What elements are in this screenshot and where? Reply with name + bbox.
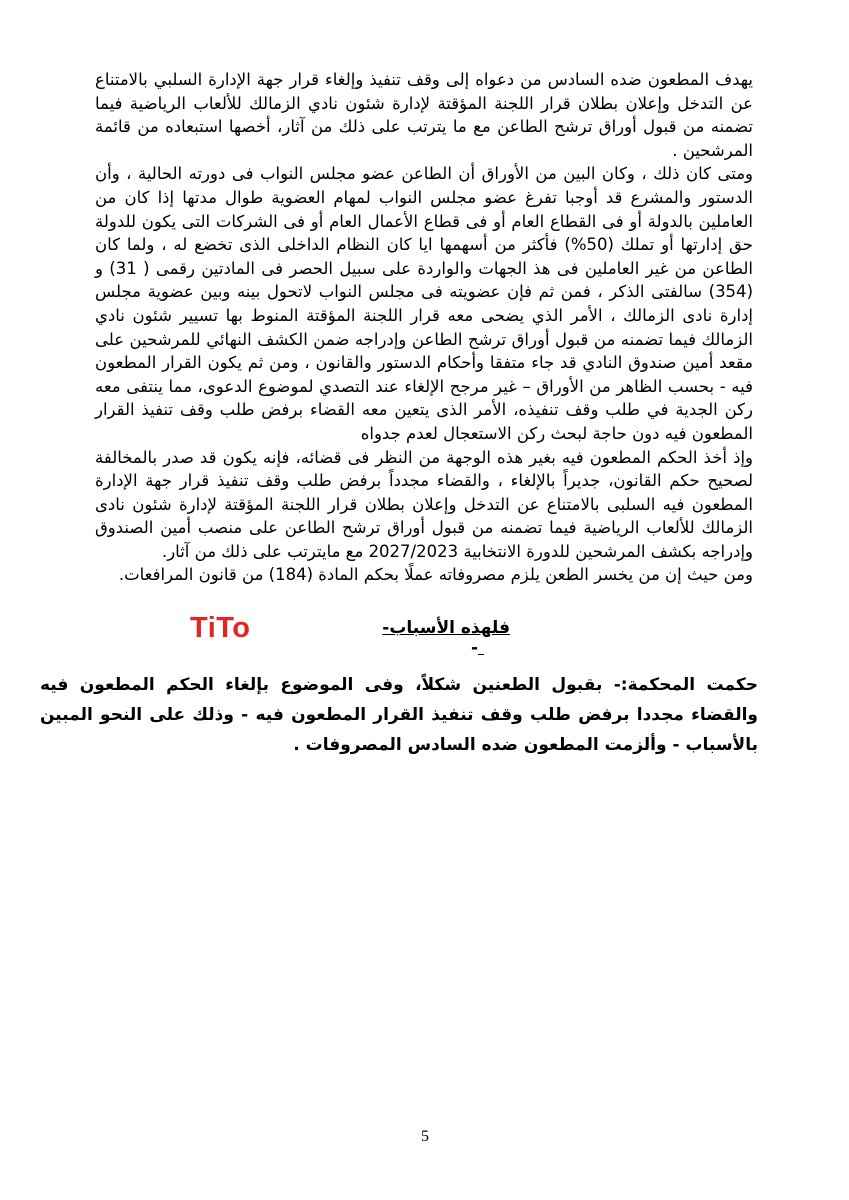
verdict-text: حكمت المحكمة:- بقبول الطعنين شكلاً، وفى الموضوع بإلغاء الحكم المطعون فيه والقضاء مجددا برفض طلب وقف تنفيذ القرار المطعون فيه - وذلك على النحو المبين بالأسباب - وألزمت المطعون ضده السادس المصروفات . (40, 675, 758, 755)
paragraph-reasoning: ومتى كان ذلك ، وكان البين من الأوراق أن الطاعن عضو مجلس النواب فى دورته الحالية ، وأن الدستور والمشرع قد أوجبا تفرغ عضو مجلس النواب لمهام العضوية طوال مدتها إذا كان من العاملين بالدولة أو فى القطاع العام أو فى قطاع الأعمال العام أو فى الشركات التى يكون للدولة حق إدارتها أو تملك (50%) فأكثر من أسهمها ايا كان النظام الداخلى الذى تخضع له ، ولما كان الطاعن من غير العاملين فى هذ الجهات والواردة على سبيل الحصر فى المادتين رقمى ( 31) و (354) سالفتى الذكر ، فمن ثم فإن عضويته فى مجلس النواب لاتحول بينه وبين عضوية مجلس إدارة نادى الزمالك ، الأمر الذي يضحى معه قرار اللجنة المؤقتة المنوط بها تسيير شئون نادي الزمالك فيما تضمنه من قبول أوراق ترشح الطاعن وإدراجه ضمن الكشف النهائي للمرشحين على مقعد أمين صندوق النادي قد جاء متفقا وأحكام الدستور والقانون ، ومن ثم يكون القرار المطعون فيه - بحسب الظاهر من الأوراق – غير مرجح الإلغاء عند التصدي لموضوع الدعوى، مما ينتفى معه ركن الجدية في طلب وقف تنفيذه، الأمر الذى يتعين معه القضاء برفض طلب وقف تنفيذ القرار المطعون فيه دون حاجة لبحث ركن الاستعجال لعدم جدواه (95, 164, 753, 443)
page-number: 5 (421, 1128, 429, 1145)
paragraph-judgment-review: وإذ أخذ الحكم المطعون فيه بغير هذه الوجهة من النظر فى قضائه، فإنه يكون قد صدر بالمخالفة لصحيح حكم القانون، جديراً بالإلغاء ، والقضاء مجدداً برفض طلب وقف تنفيذ قرار جهة الإدارة المطعون فيه السلبى بالامتناع عن التدخل وإعلان بطلان قرار اللجنة المؤقتة لإدارة شئون نادى الزمالك للألعاب الرياضية فيما تضمنه من قبول أوراق ترشح الطاعن على منصب أمين الصندوق وإدراجه بكشف المرشحين للدورة الانتخابية 2027/2023 مع مايترتب على ذلك من آثار. (95, 447, 753, 561)
paragraph-costs: ومن حيث إن من يخسر الطعن يلزم مصروفاته عملًا بحكم المادة (184) من قانون المرافعات. (118, 565, 753, 585)
paragraph-intro: يهدف المطعون ضده السادس من دعواه إلى وقف تنفيذ وإلغاء قرار جهة الإدارة السلبي بالامتناع عن التدخل وإعلان بطلان قرار اللجنة المؤقتة لإدارة شئون نادي الزمالك للألعاب الرياضية فيما تضمنه من قبول أوراق ترشح الطاعن مع ما يترتب على ذلك من آثار، أخصها استبعاده من قائمة المرشحين . (95, 70, 753, 160)
causes-heading-text: فلهذه الأسباب- (382, 618, 510, 638)
tito-logo: TiTo (190, 612, 251, 644)
causes-heading-dash: - (471, 638, 479, 658)
causes-heading (360, 618, 510, 658)
body-text (95, 68, 753, 587)
